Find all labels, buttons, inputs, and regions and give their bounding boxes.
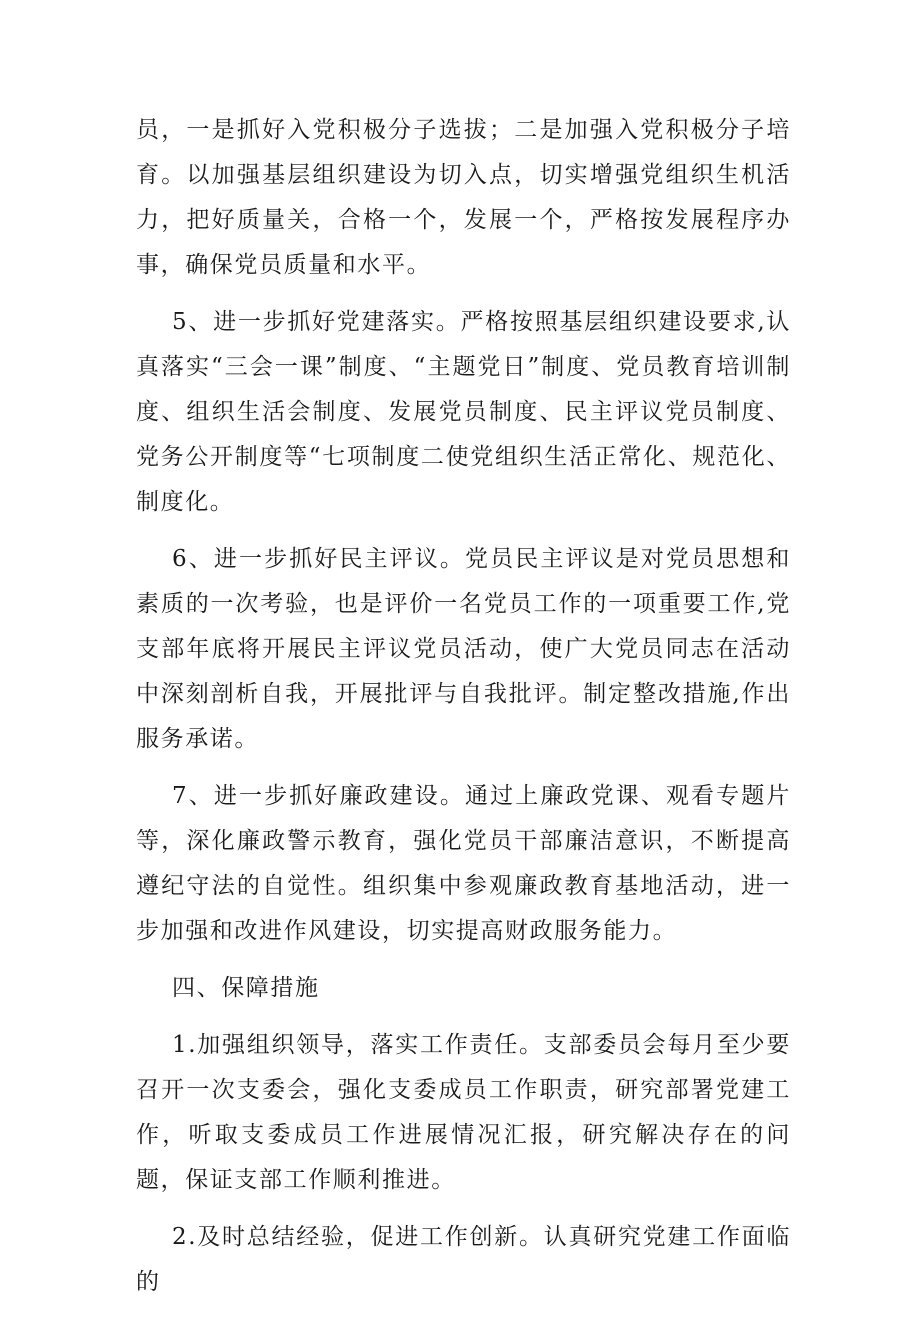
paragraph-item-7: 7、进一步抓好廉政建设。通过上廉政党课、观看专题片等，深化廉政警示教育，强化党员干部廉洁意识，不断提高遵纪守法的自觉性。组织集中参观廉政教育基地活动，进一步加强和改进作风建设，切实提高财政服务能力。: [136, 783, 791, 944]
document-body: [136, 108, 791, 1317]
paragraph-item-5: 5、进一步抓好党建落实。严格按照基层组织建设要求,认真落实“三会一课”制度、“主题党日”制度、党员教育培训制度、组织生活会制度、发展党员制度、民主评议党员制度、党务公开制度等“七项制度二使党组织生活正常化、规范化、制度化。: [136, 309, 791, 515]
paragraph-continuation: 员，一是抓好入党积极分子选拔；二是加强入党积极分子培育。以加强基层组织建设为切入点，切实增强党组织生机活力，把好质量关，合格一个，发展一个，严格按发展程序办事，确保党员质量和水平。: [136, 117, 791, 278]
paragraph-measure-2: 2.及时总结经验，促进工作创新。认真研究党建工作面临的: [136, 1224, 791, 1295]
paragraph-measure-1: 1.加强组织领导，落实工作责任。支部委员会每月至少要召开一次支委会，强化支委成员工作职责，研究部署党建工作，听取支委成员工作进展情况汇报，研究解决存在的问题，保证支部工作顺利推进。: [136, 1032, 791, 1193]
paragraph-item-6: 6、进一步抓好民主评议。党员民主评议是对党员思想和素质的一次考验，也是评价一名党员工作的一项重要工作,党支部年底将开展民主评议党员活动，使广大党员同志在活动中深刻剖析自我，开展批评与自我批评。制定整改措施,作出服务承诺。: [136, 546, 791, 752]
section-heading-safeguards: 四、保障措施: [172, 975, 320, 1001]
